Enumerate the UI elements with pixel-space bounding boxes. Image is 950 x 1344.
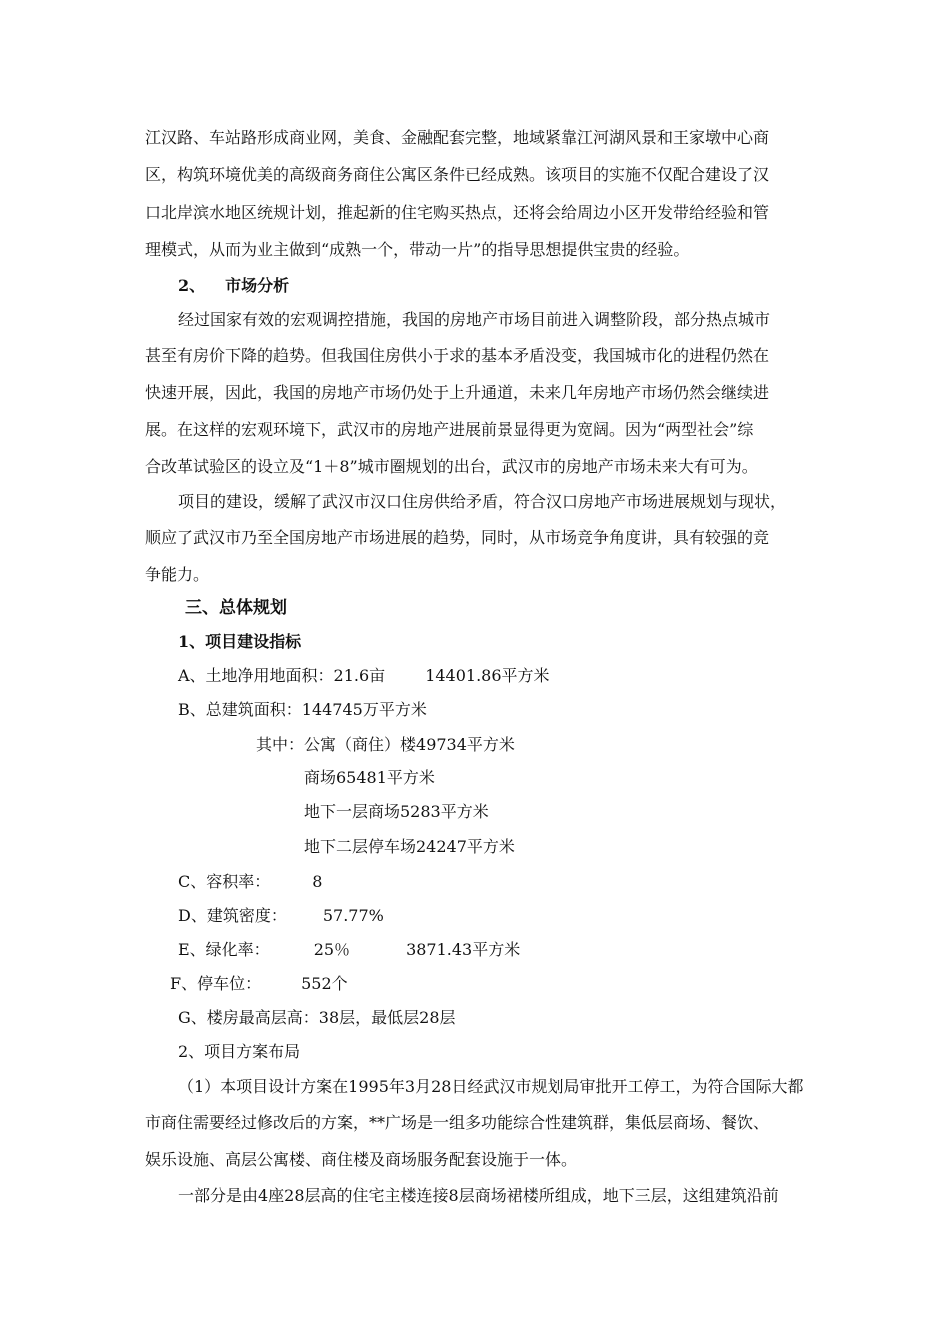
indicator-d-label: D、建筑密度：	[178, 906, 287, 925]
body-text-line: 一部分是由4座28层高的住宅主楼连接8层商场裙楼所组成，地下三层，这组建筑沿前	[178, 1186, 779, 1205]
indicator-g: G、楼房最高层高：38层，最低层28层	[178, 1008, 456, 1027]
body-text-line: 展。在这样的宏观环境下，武汉市的房地产进展前景显得更为宽阔。因为“两型社会”综	[145, 420, 754, 439]
section-title: 市场分析	[225, 276, 290, 295]
body-text-line: 快速开展，因此，我国的房地产市场仍处于上升通道，未来几年房地产市场仍然会继续进	[145, 383, 770, 402]
indicator-b-value: 144745万平方米	[301, 700, 427, 719]
body-text-line: 口北岸滨水地区统规计划，推起新的住宅购买热点，还将会给周边小区开发带给经验和管	[145, 203, 770, 222]
body-text-line: 争能力。	[145, 565, 210, 584]
chapter-title: 三、总体规划	[185, 598, 287, 618]
indicator-a-label: A、土地净用地面积：21.6亩	[178, 666, 386, 685]
section-number: 2、	[178, 276, 206, 295]
indicator-a	[178, 666, 858, 688]
body-text-line: 娱乐设施、高层公寓楼、商住楼及商场服务配套设施于一体。	[145, 1150, 578, 1169]
indicator-f	[170, 974, 850, 996]
body-text-line: 项目的建设，缓解了武汉市汉口住房供给矛盾，符合汉口房地产市场进展规划与现状，	[178, 492, 787, 511]
body-text-line: 理模式，从而为业主做到“成熟一个，带动一片”的指导思想提供宝贵的经验。	[145, 240, 690, 259]
body-text-line: 甚至有房价下降的趋势。但我国住房供小于求的基本矛盾没变，我国城市化的进程仍然在	[145, 346, 770, 365]
indicator-e	[178, 940, 858, 962]
indicator-b-sub	[256, 735, 936, 757]
indicator-c	[178, 872, 858, 894]
indicator-b	[178, 700, 858, 722]
body-text-line: 顺应了武汉市乃至全国房地产市场进展的趋势，同时，从市场竞争角度讲，具有较强的竞	[145, 528, 770, 547]
indicator-f-value: 552个	[301, 974, 348, 993]
body-text-line: 市商住需要经过修改后的方案，**广场是一组多功能综合性建筑群，集低层商场、餐饮、	[145, 1113, 770, 1132]
body-text-line: 经过国家有效的宏观调控措施，我国的房地产市场目前进入调整阶段，部分热点城市	[178, 310, 771, 329]
body-text-line: （1）本项目设计方案在1995年3月28日经武汉市规划局审批开工停工，为符合国际大都	[178, 1077, 804, 1096]
indicator-b-sub-item: 地下一层商场5283平方米	[304, 802, 489, 821]
indicator-e-area: 3871.43平方米	[406, 940, 521, 959]
indicator-b-label: B、总建筑面积：	[178, 700, 302, 719]
indicators-heading: 1、项目建设指标	[178, 632, 302, 651]
indicator-d	[178, 906, 858, 928]
layout-heading: 2、项目方案布局	[178, 1042, 301, 1061]
indicator-c-label: C、容积率：	[178, 872, 271, 891]
indicator-e-label: E、绿化率：	[178, 940, 270, 959]
indicator-b-sub-item: 地下二层停车场24247平方米	[304, 837, 515, 856]
indicator-b-sub-prefix: 其中：	[256, 735, 305, 754]
indicator-a-value: 14401.86平方米	[425, 666, 550, 685]
indicator-e-pct: 25％	[313, 940, 351, 959]
body-text-line: 合改革试验区的设立及“1＋8”城市圈规划的出台，武汉市的房地产市场未来大有可为。	[145, 457, 758, 476]
indicator-f-label: F、停车位：	[170, 974, 262, 993]
indicator-c-value: 8	[312, 872, 323, 891]
indicator-b-sub-item: 商场65481平方米	[304, 768, 435, 787]
indicator-b-sub-item: 公寓（商住）楼49734平方米	[304, 735, 515, 754]
body-text-line: 区，构筑环境优美的高级商务商住公寓区条件已经成熟。该项目的实施不仅配合建设了汉	[145, 165, 770, 184]
section-heading-market	[178, 276, 858, 298]
indicator-d-value: 57.77%	[322, 906, 384, 925]
body-text-line: 江汉路、车站路形成商业网，美食、金融配套完整，地域紧靠江河湖风景和王家墩中心商	[145, 128, 770, 147]
